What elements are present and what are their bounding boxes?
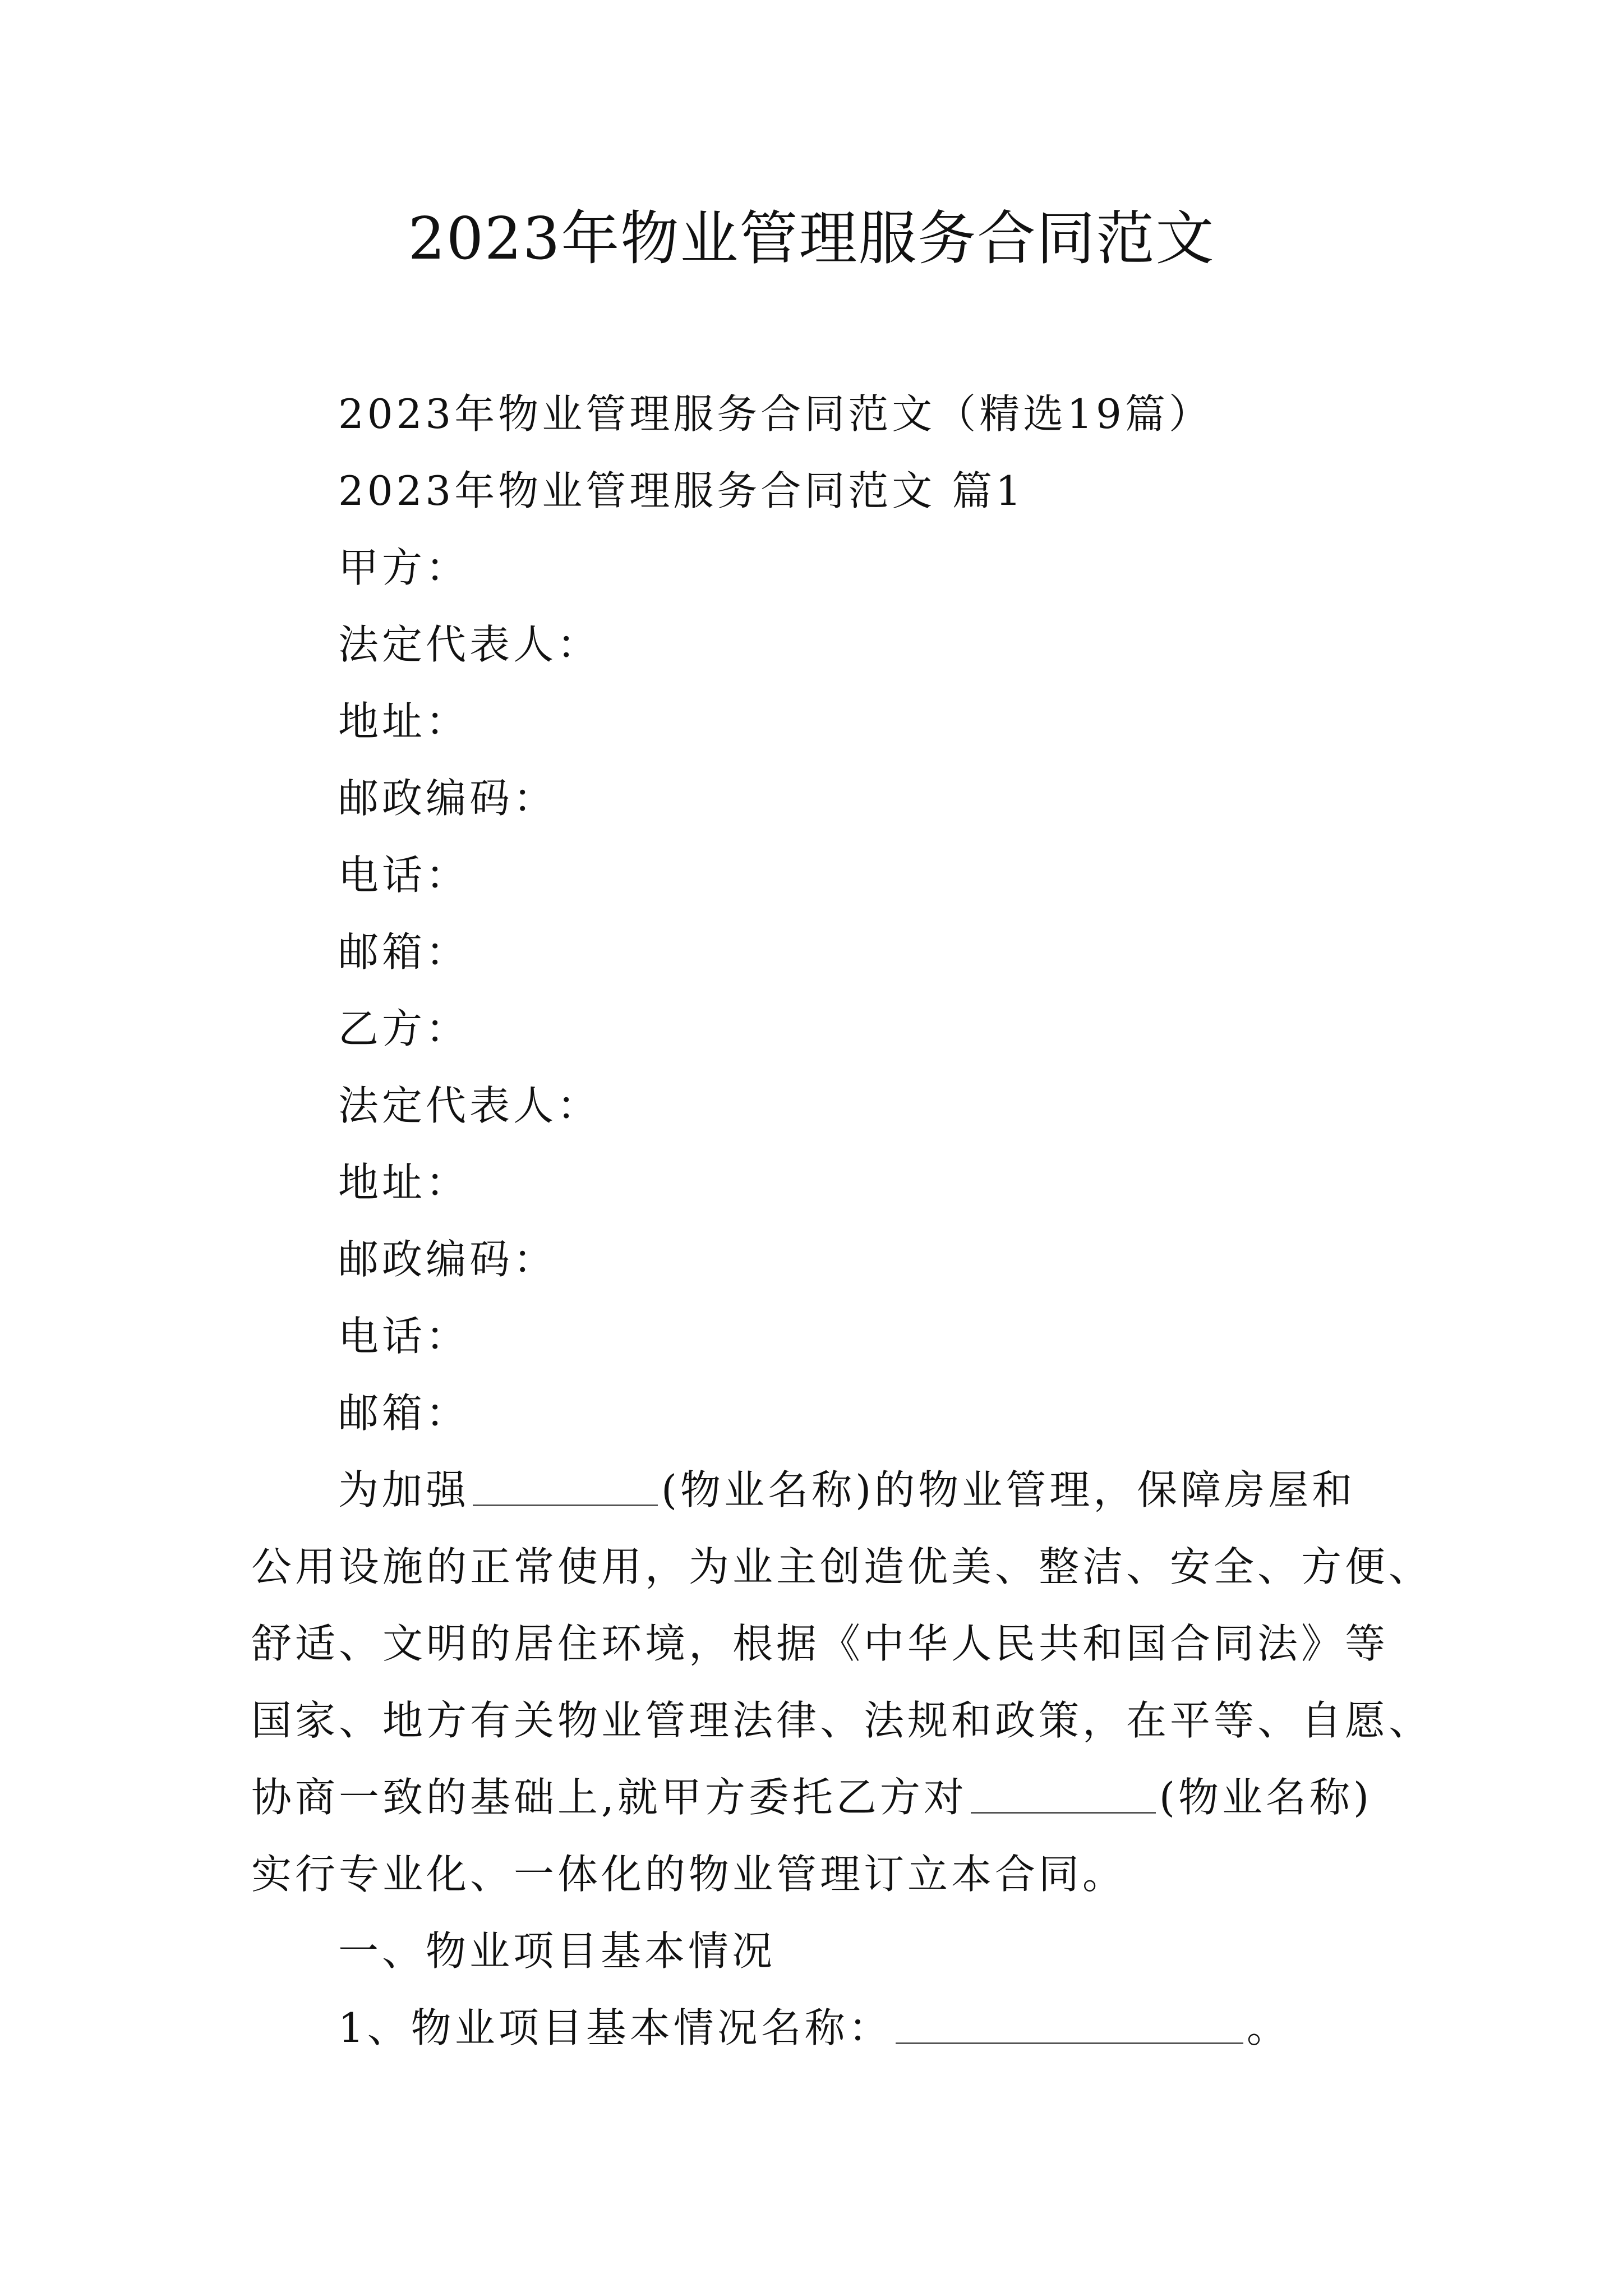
party-b-label: 乙方： [338,1005,470,1052]
preamble-line-5 [251,1759,1390,1836]
property-name-blank [473,1467,658,1506]
clause-1-1 [251,1990,1390,2067]
document-subtitle: 2023年物业管理服务合同范文（精选19篇） [338,390,1212,438]
property-name-blank-2 [971,1775,1156,1814]
preamble-line-4: 国家、地方有关物业管理法律、法规和政策，在平等、自愿、 [251,1697,1433,1744]
party-a-phone: 电话： [338,852,470,899]
party-b-phone: 电话： [338,1313,470,1360]
preamble-line-6: 实行专业化、一体化的物业管理订立本合同。 [251,1851,1127,1898]
preamble-line-1-start: 为加强 [338,1466,470,1513]
clause-1-1-label: 1、物业项目基本情况名称： [338,2004,892,2051]
party-a-email: 邮箱： [338,928,470,976]
preamble-line-5-end: (物业名称) [1159,1774,1373,1821]
preamble-line-1-end: (物业名称)的物业管理，保障房屋和 [661,1466,1356,1513]
party-b-address: 地址： [338,1159,470,1206]
document-title: 2023年物业管理服务合同范文 [408,204,1215,273]
preamble-line-1 [251,1452,1390,1529]
party-b-representative: 法定代表人： [338,1082,601,1129]
document-body [251,376,1433,2067]
party-a-representative: 法定代表人： [338,621,601,668]
party-a-address: 地址： [338,698,470,745]
party-b-postcode: 邮政编码： [338,1236,557,1283]
preamble-line-2: 公用设施的正常使用，为业主创造优美、整洁、安全、方便、 [251,1543,1433,1590]
preamble-line-5-start: 协商一致的基础上,就甲方委托乙方对 [251,1774,967,1821]
preamble-line-3: 舒适、文明的居住环境，根据《中华人民共和国合同法》等 [251,1620,1389,1667]
section-heading: 2023年物业管理服务合同范文 篇1 [338,467,1025,514]
party-a-postcode: 邮政编码： [338,775,557,822]
clause-1-heading: 一、物业项目基本情况 [338,1927,776,1975]
party-a-label: 甲方： [338,544,470,591]
clause-1-1-end: 。 [1246,2004,1290,2051]
party-b-email: 邮箱： [338,1389,470,1437]
project-name-blank [896,2005,1243,2044]
